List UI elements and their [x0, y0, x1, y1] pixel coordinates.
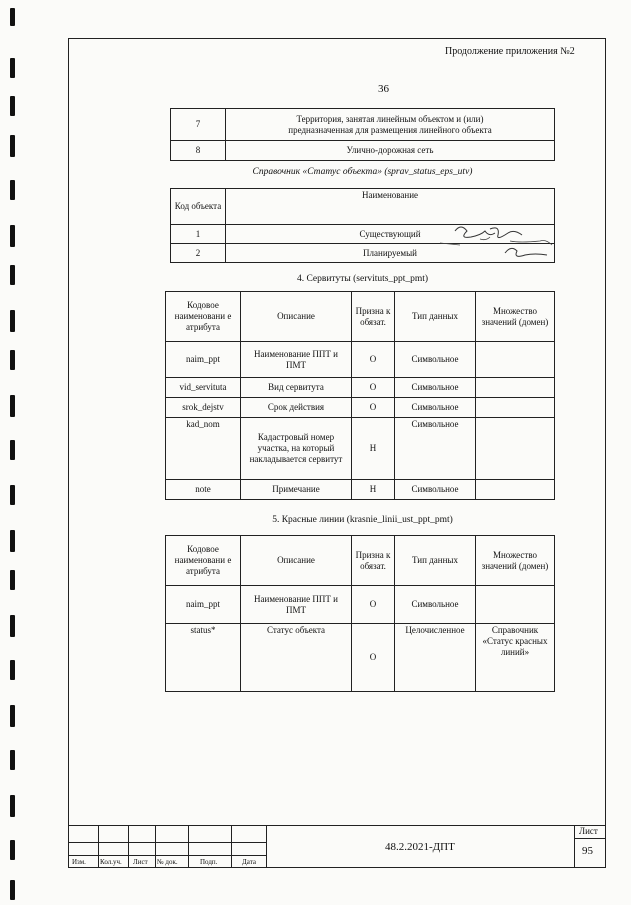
stamp-col-label: Подп. [200, 858, 218, 866]
req-cell: О [352, 398, 395, 418]
desc-cell: Примечание [241, 480, 352, 500]
type-cell: Символьное [395, 586, 476, 624]
type-cell: Целочисленное [395, 624, 476, 692]
sheet-number: 95 [582, 845, 593, 857]
req-cell: Н [352, 480, 395, 500]
code-cell: status* [166, 624, 241, 692]
code-cell: kad_nom [166, 418, 241, 480]
name-cell: Улично-дорожная сеть [226, 141, 555, 161]
header-cell: Призна к обязат. [352, 292, 395, 342]
name-cell: Существующий [226, 225, 555, 244]
req-cell: Н [352, 418, 395, 480]
code-cell: vid_servituta [166, 378, 241, 398]
code-cell: 1 [171, 225, 226, 244]
domain-cell [476, 378, 555, 398]
table-row [166, 378, 555, 398]
header-cell: Описание [241, 292, 352, 342]
code-cell: 8 [171, 141, 226, 161]
document-code: 48.2.2021-ДПТ [385, 841, 455, 853]
type-cell: Символьное [395, 398, 476, 418]
red-lines-table [165, 535, 555, 692]
header-cell: Описание [241, 536, 352, 586]
desc-cell: Кадастровый номер участка, на который накладывается сервитут [241, 418, 352, 480]
code-cell: naim_ppt [166, 586, 241, 624]
page-number: 36 [378, 83, 389, 95]
signature-mark [420, 215, 565, 270]
header-cell: Множество значений (домен) [476, 536, 555, 586]
req-cell: О [352, 342, 395, 378]
table-row [166, 418, 555, 480]
stamp-col-label: Кол.уч. [100, 858, 122, 866]
type-cell: Символьное [395, 378, 476, 398]
domain-cell [476, 586, 555, 624]
desc-cell: Срок действия [241, 398, 352, 418]
table-row [166, 536, 555, 586]
name-line: Территория, занятая линейным объектом и (или) [296, 113, 484, 124]
zone-table [170, 108, 555, 161]
status-caption: Справочник «Статус объекта» (sprav_status_eps_utv) [252, 167, 473, 177]
appendix-note: Продолжение приложения №2 [445, 46, 575, 57]
table-row [171, 109, 555, 141]
section-5-title: 5. Красные линии (krasnie_linii_ust_ppt_pmt) [272, 515, 453, 525]
stamp-col-label: Лист [133, 858, 148, 866]
code-cell: naim_ppt [166, 342, 241, 378]
header-cell: Кодовое наименовани е атрибута [166, 536, 241, 586]
table-row [171, 141, 555, 161]
domain-cell [476, 418, 555, 480]
req-cell: О [352, 586, 395, 624]
header-cell: Тип данных [395, 292, 476, 342]
domain-cell [476, 342, 555, 378]
code-cell: 2 [171, 244, 226, 263]
header-cell: Множество значений (домен) [476, 292, 555, 342]
stamp-col-label: Дата [242, 858, 256, 866]
req-cell: О [352, 624, 395, 692]
desc-cell: Статус объекта [241, 624, 352, 692]
section-4-title: 4. Сервитуты (servituts_ppt_pmt) [296, 274, 429, 284]
type-cell: Символьное [395, 418, 476, 480]
domain-cell: Справочник «Статус красных линий» [476, 624, 555, 692]
name-cell: Планируемый [226, 244, 555, 263]
desc-cell: Наименование ППТ и ПМТ [241, 586, 352, 624]
table-row [166, 342, 555, 378]
sheet-label: Лист [579, 826, 598, 836]
table-row [166, 292, 555, 342]
binder-edge [0, 0, 32, 905]
name-cell [226, 109, 555, 141]
name-line: предназначенная для размещения линейного объекта [288, 124, 492, 135]
header-cell: Код объекта [171, 189, 226, 225]
stamp-col-label: Изм. [72, 858, 86, 866]
req-cell: О [352, 378, 395, 398]
header-cell: Кодовое наименовани е атрибута [166, 292, 241, 342]
table-row [166, 398, 555, 418]
desc-cell: Наименование ППТ и ПМТ [241, 342, 352, 378]
table-row [166, 480, 555, 500]
code-cell: 7 [171, 109, 226, 141]
header-cell: Тип данных [395, 536, 476, 586]
table-row [166, 586, 555, 624]
code-cell: note [166, 480, 241, 500]
table-row [166, 624, 555, 692]
header-cell: Призна к обязат. [352, 536, 395, 586]
servitut-table [165, 291, 555, 500]
stamp-col-label: № док. [157, 858, 178, 866]
domain-cell [476, 480, 555, 500]
type-cell: Символьное [395, 480, 476, 500]
type-cell: Символьное [395, 342, 476, 378]
code-cell: srok_dejstv [166, 398, 241, 418]
domain-cell [476, 398, 555, 418]
desc-cell: Вид сервитута [241, 378, 352, 398]
header-cell: Наименование [226, 189, 555, 225]
